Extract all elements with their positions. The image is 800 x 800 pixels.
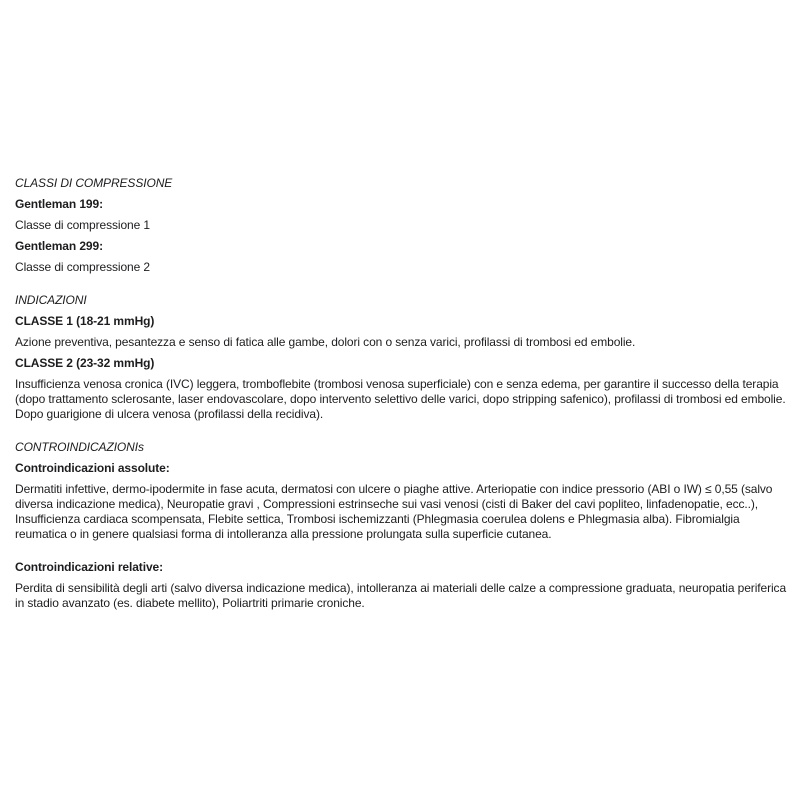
section-heading-classi-di-compressione: CLASSI DI COMPRESSIONE [15,176,173,190]
classe-2-subheading: CLASSE 2 (23-32 mmHg) [15,356,155,370]
classe-2-indications-paragraph: Insufficienza venosa cronica (IVC) leggera, tromboflebite (trombosi venosa superficiale) con e senza edema, per garantire il successo della terapia (dopo trattamento sclerosante, laser endovascolare, dopo intervento selettivo delle varici, dopo stripping safenico), profilassi di trombosi ed embolie. Dopo guarigione di ulcera venosa (profilassi della recidiva). [15,377,786,421]
section-heading-indicazioni: INDICAZIONI [15,293,87,307]
relative-contraindications-subheading: Controindicazioni relative: [15,560,163,574]
section-heading-controindicazioni: CONTROINDICAZIONIs [15,440,144,454]
classe-1-subheading: CLASSE 1 (18-21 mmHg) [15,314,155,328]
section-compression-classes [15,176,793,275]
product-name-gentleman-299: Gentleman 299: [15,239,103,253]
absolute-contraindications-subheading: Controindicazioni assolute: [15,461,170,475]
classe-1-indications-paragraph: Azione preventiva, pesantezza e senso di fatica alle gambe, dolori con o senza varici, profilassi di trombosi ed embolie. [15,335,636,349]
absolute-contraindications-paragraph: Dermatiti infettive, dermo-ipodermite in fase acuta, dermatosi con ulcere o piaghe attive. Arteriopatie con indice pressorio (ABI o IW) ≤ 0,55 (salvo diversa indicazione medica), Neuropatie gravi , Compressioni estrinseche sui vasi venosi (cisti di Baker del cavi popliteo, linfadenopatie, ecc..), Insufficienza cardiaca scompensata, Flebite settica, Trombosi ischemizzanti (Phlegmasia coerulea dolens e Phlegmasia alba). Fibromialgia reumatica o in genere qualsiasi forma di intolleranza alla pressione prolungata sulla superficie cutanea. [15,482,773,541]
relative-contraindications-paragraph: Perdita di sensibilità degli arti (salvo diversa indicazione medica), intolleranza ai materiali delle calze a compressione graduata, neuropatia periferica in stadio avanzato (es. diabete mellito), Poliartriti primarie croniche. [15,581,787,610]
compression-class-2-label: Classe di compressione 2 [15,260,150,274]
section-contraindications [15,440,793,611]
compression-class-1-label: Classe di compressione 1 [15,218,150,232]
section-indications [15,293,793,422]
product-name-gentleman-199: Gentleman 199: [15,197,103,211]
